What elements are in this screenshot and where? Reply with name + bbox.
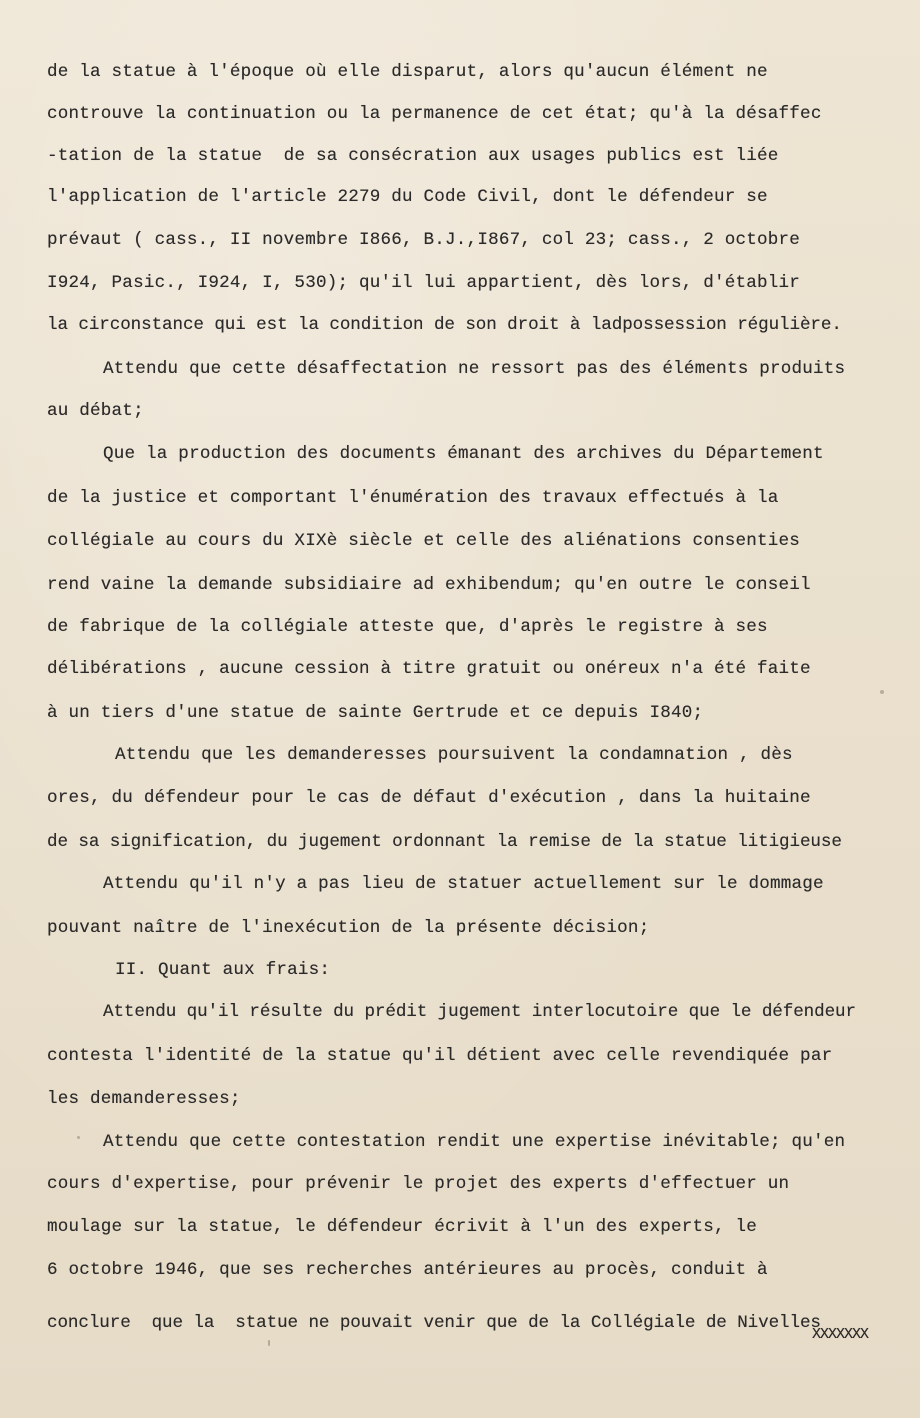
text-line: de la justice et comportant l'énumération des travaux effectués à la [47, 488, 779, 508]
struck-overlay: XXXXXXX [812, 1326, 869, 1343]
paper-speck [268, 1340, 270, 1346]
text-line: de la statue à l'époque où elle disparut, alors qu'aucun élément ne [47, 62, 768, 82]
text-line: de fabrique de la collégiale atteste que, d'après le registre à ses [47, 617, 768, 637]
text-line: I924, Pasic., I924, I, 530); qu'il lui appartient, dès lors, d'établir [47, 273, 801, 293]
text-line: à un tiers d'une statue de sainte Gertrude et ce depuis I840; [47, 703, 704, 723]
text-line: Attendu que cette contestation rendit une expertise inévitable; qu'en [103, 1132, 846, 1152]
paper-speck [880, 690, 884, 694]
text-line: Attendu qu'il résulte du prédit jugement interlocutoire que le défendeur [103, 1002, 856, 1022]
text-line: ores, du défendeur pour le cas de défaut d'exécution , dans la huitaine [47, 788, 811, 808]
text-line: Attendu que les demanderesses poursuivent la condamnation , dès [115, 745, 793, 765]
text-line: les demanderesses; [47, 1089, 241, 1109]
section-heading: II. Quant aux frais: [115, 960, 331, 980]
text-line: 6 octobre 1946, que ses recherches antérieures au procès, conduit à [47, 1260, 768, 1280]
text-line: collégiale au cours du XIXè siècle et celle des aliénations consenties [47, 531, 801, 551]
text-line: moulage sur la statue, le défendeur écrivit à l'un des experts, le [47, 1217, 758, 1237]
text-line: au débat; [47, 401, 144, 421]
text-line: la circonstance qui est la condition de son droit à ladpossession régulière. [47, 315, 842, 335]
text-line: pouvant naître de l'inexécution de la présente décision; [47, 918, 650, 938]
text-line: conclure que la statue ne pouvait venir que de la Collégiale de Nivelles [47, 1313, 821, 1333]
text-line: délibérations , aucune cession à titre gratuit ou onéreux n'a été faite [47, 659, 811, 679]
text-line: -tation de la statue de sa consécration aux usages publics est liée [47, 146, 779, 166]
text-line: prévaut ( cass., II novembre I866, B.J.,I867, col 23; cass., 2 octobre [47, 230, 801, 250]
text-line: Attendu que cette désaffectation ne ressort pas des éléments produits [103, 359, 846, 379]
text-line: Que la production des documents émanant des archives du Département [103, 444, 824, 464]
paper-speck [77, 1136, 80, 1139]
text-line: l'application de l'article 2279 du Code Civil, dont le défendeur se [47, 187, 768, 207]
text-line: Attendu qu'il n'y a pas lieu de statuer actuellement sur le dommage [103, 874, 824, 894]
text-line: de sa signification, du jugement ordonnant la remise de la statue litigieuse [47, 832, 842, 852]
text-line: rend vaine la demande subsidiaire ad exhibendum; qu'en outre le conseil [47, 575, 811, 595]
text-line: contesta l'identité de la statue qu'il détient avec celle revendiquée par [47, 1046, 833, 1066]
text-line: cours d'expertise, pour prévenir le projet des experts d'effectuer un [47, 1174, 790, 1194]
text-line: controuve la continuation ou la permanence de cet état; qu'à la désaffec [47, 104, 822, 124]
